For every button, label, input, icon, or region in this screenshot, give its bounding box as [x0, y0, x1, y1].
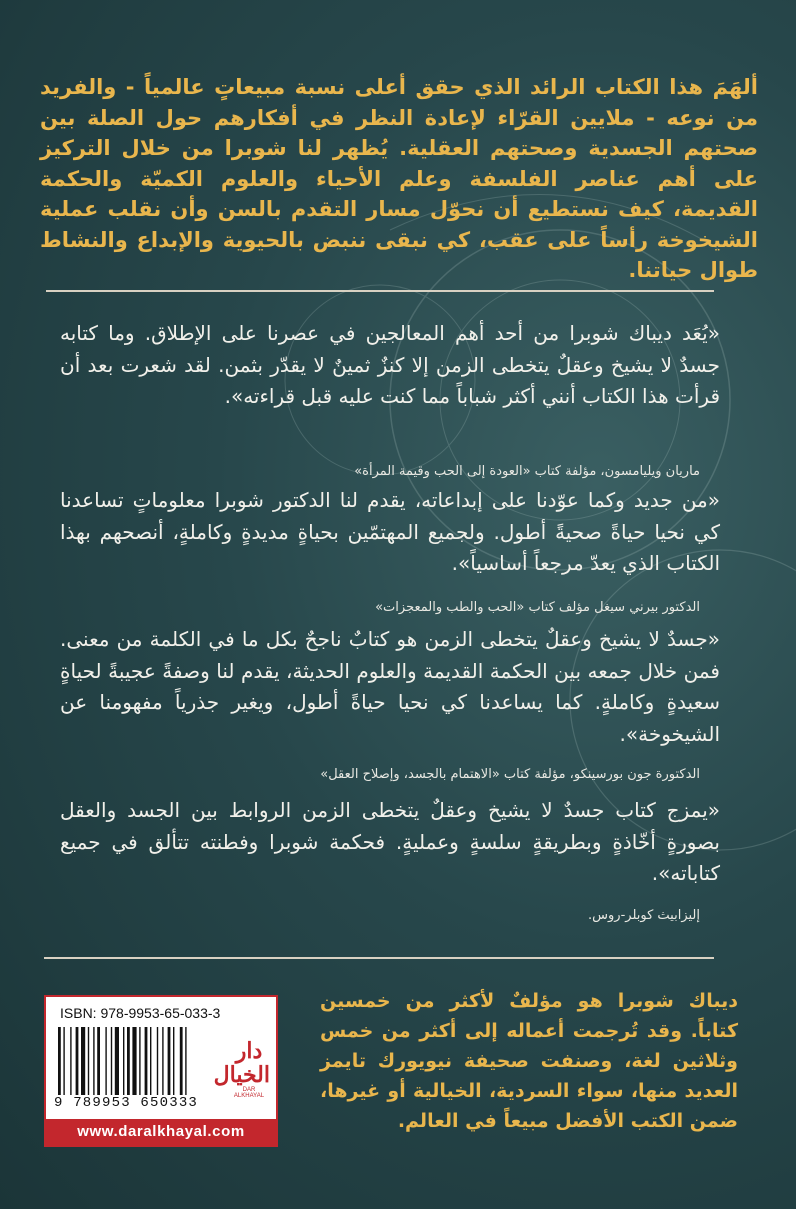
barcode-icon [56, 1027, 226, 1095]
author-bio: ديباك شوبرا هو مؤلفٌ لأكثر من خمسين كتاباً. وقد تُرجمت أعماله إلى أكثر من خمس وثلاثين لغة، وصنفت صحيفة نيويورك تايمز العديد منها، سواء السردية، الخيالية أو غيرها، ضمن الكتب الأفضل مبيعاً في العالم. [320, 990, 738, 1132]
review-attribution: الدكتور بيرني سيغل مؤلف كتاب «الحب والطب والمعجزات» [375, 600, 700, 615]
review-attribution: الدكتورة جون بورسينكو، مؤلفة كتاب «الاهتمام بالجسد، وإصلاح العقل» [320, 767, 700, 782]
review-attribution: إليزابيث كوبلر-روس. [588, 908, 700, 923]
isbn-barcode-panel [44, 995, 278, 1147]
isbn-label: ISBN: 978-9953-65-033-3 [60, 1005, 221, 1021]
divider [46, 290, 714, 292]
review-quote: «من جديد وكما عوّدنا على إبداعاته، يقدم لنا الدكتور شوبرا معلوماتٍ تساعدنا كي نحيا حياةً صحيةً أطول. ولجميع المهتمّين بحياةٍ مديدةٍ وكاملةٍ، أنصحهم بهذا الكتاب الذي يعدّ مرجعاً أساسياً». [60, 488, 720, 575]
divider [44, 957, 714, 959]
review-quote: «يمزج كتاب جسدٌ لا يشيخ وعقلٌ يتخطى الزمن الروابط بين الجسد والعقل بصورةٍ أخّاذةٍ وبطريقةٍ سلسةٍ وعمليةٍ. فحكمة شوبرا وفطنته تتألق في جميع كتاباته». [60, 798, 720, 885]
publisher-logo [213, 1038, 270, 1099]
review-quote: «جسدٌ لا يشيخ وعقلٌ يتخطى الزمن هو كتابٌ ناجحٌ بكل ما في الكلمة من معنى. فمن خلال جمعه بين الحكمة القديمة والعلوم الحديثة، يقدم لنا وصفةً عجيبةً لحياةٍ سعيدةٍ وكاملةٍ. كما يساعدنا كي نحيا حياةً أطول، ويغير جذرياً مفهومنا عن الشيخوخة». [60, 627, 720, 746]
publisher-logo-mark: دار الخيال [213, 1038, 270, 1088]
publisher-logo-subtext: DAR ALKHAYAL [233, 1087, 265, 1099]
review-attribution: ماريان ويليامسون، مؤلفة كتاب «العودة إلى الحب وقيمة المرأة» [354, 464, 700, 479]
barcode-digits: 9 789953 650333 [54, 1095, 199, 1111]
review-quote: «يُعَد ديباك شوبرا من أحد أهم المعالجين في عصرنا على الإطلاق. وما كتابه جسدٌ لا يشيخ وعقلٌ يتخطى الزمن إلا كنزٌ ثمينٌ لا يقدّر بثمن. لقد شعرت بعد أن قرأت هذا الكتاب أنني أكثر شباباً مما كنت عليه قبل قراءته». [60, 321, 720, 408]
publisher-website: www.daralkhayal.com [46, 1119, 276, 1145]
top-blurb: ألهَمَ هذا الكتاب الرائد الذي حقق أعلى نسبة مبيعاتٍ عالمياً - والفريد من نوعه - ملايين القرّاء لإعادة النظر في أفكارهم حول الصلة بين صحتهم الجسدية وصحتهم العقلية. يُظهر لنا شوبرا من خلال التركيز على أهم عناصر الفلسفة وعلم الأحياء والعلوم الكميّة والحكمة القديمة، كيف نستطيع أن نحوّل مسار التقدم بالسن وأن نقلب عملية الشيخوخة رأساً على عقب، كي نبقى ننبض بالحيوية والإبداع والنشاط طوال حياتنا. [40, 75, 758, 282]
